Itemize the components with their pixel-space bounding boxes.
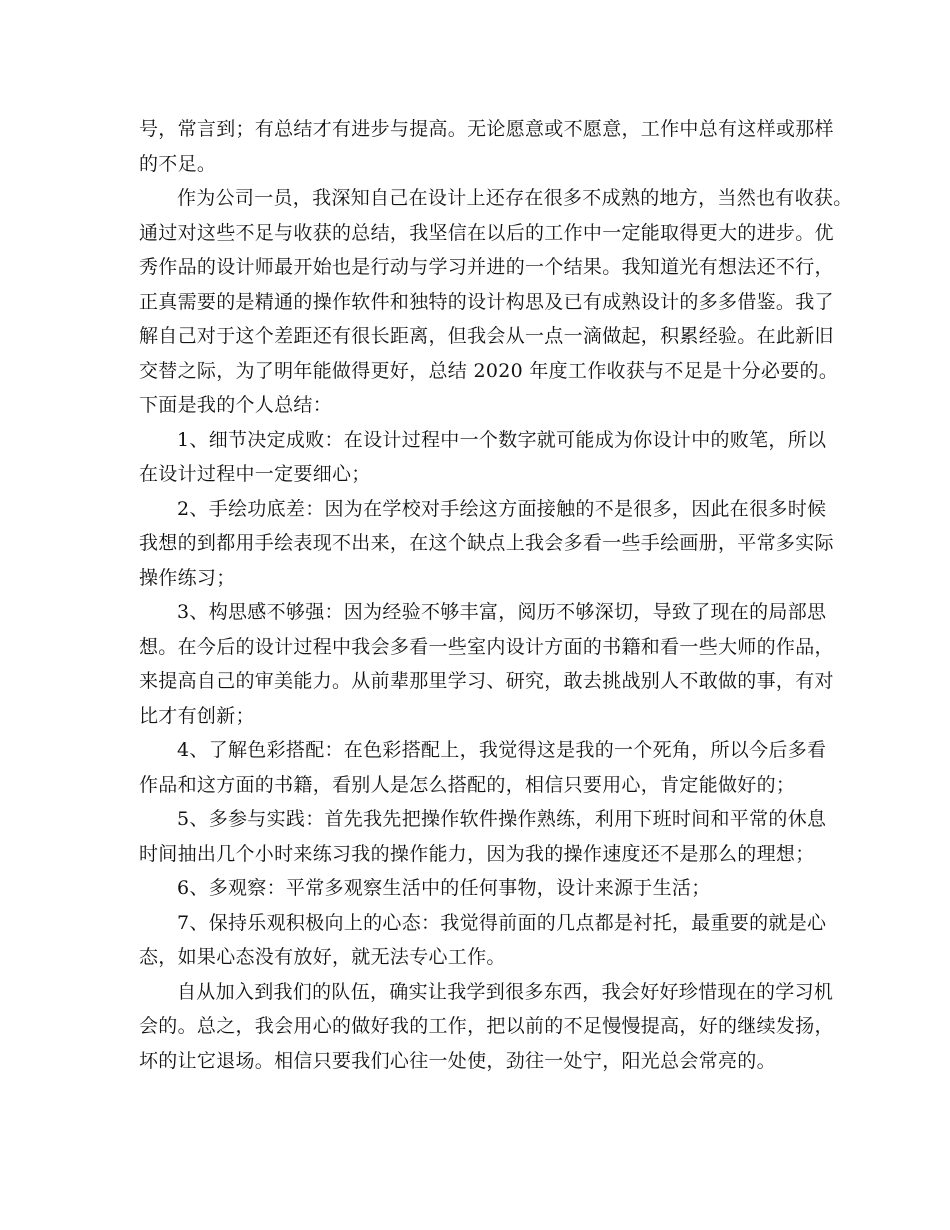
text-line: 6、多观察：平常多观察生活中的任何事物，设计来源于生活；	[177, 877, 711, 899]
text-line: 通过对这些不足与收获的总结，我坚信在以后的工作中一定能取得更大的进步。优	[139, 221, 834, 244]
text-line: 作为公司一员，我深知自己在设计上还存在很多不成熟的地方，当然也有收获。	[177, 187, 853, 209]
text-line: 我想的到都用手绘表现不出来，在这个缺点上我会多看一些手绘画册，平常多实际	[139, 532, 834, 554]
text-line: 操作练习；	[139, 566, 236, 589]
text-line: 正真需要的是精通的操作软件和独特的设计构思及已有成熟设计的多多借鉴。我了	[139, 290, 834, 313]
text-line: 在设计过程中一定要细心；	[139, 463, 371, 485]
text-line: 2、手绘功底差：因为在学校对手绘这方面接触的不是很多，因此在很多时候	[177, 497, 827, 520]
text-line: 想。在今后的设计过程中我会多看一些室内设计方面的书籍和看一些大师的作品，	[139, 635, 834, 658]
text-line: 来提高自己的审美能力。从前辈那里学习、研究，敢去挑战别人不敢做的事，有对	[139, 670, 834, 692]
text-line: 4、了解色彩搭配：在色彩搭配上，我觉得这是我的一个死角，所以今后多看	[177, 739, 827, 761]
text-line: 3、构思感不够强：因为经验不够丰富，阅历不够深切，导致了现在的局部思	[177, 601, 827, 623]
text-line: 解自己对于这个差距还有很长距离，但我会从一点一滴做起，积累经验。在此新旧	[139, 325, 834, 347]
text-line: 5、多参与实践：首先我先把操作软件操作熟练，利用下班时间和平常的休息	[177, 808, 827, 830]
text-line: 自从加入到我们的队伍，确实让我学到很多东西，我会好好珍惜现在的学习机	[177, 980, 834, 1003]
text-line: 会的。总之，我会用心的做好我的工作，把以前的不足慢慢提高，好的继续发扬，	[139, 1015, 834, 1037]
text-line: 比才有创新；	[139, 704, 255, 727]
text-line: 作品和这方面的书籍，看别人是怎么搭配的，相信只要用心，肯定能做好的；	[139, 773, 796, 796]
text-line: 秀作品的设计师最开始也是行动与学习并进的一个结果。我知道光有想法还不行，	[139, 256, 834, 278]
text-line: 1、细节决定成败：在设计过程中一个数字就可能成为你设计中的败笔，所以	[177, 428, 827, 451]
text-line: 交替之际，为了明年能做得更好，总结 2020 年度工作收获与不足是十分必要的。	[139, 359, 839, 382]
document-body	[139, 112, 853, 1078]
text-line: 的不足。	[139, 152, 217, 175]
text-line: 态，如果心态没有放好，就无法专心工作。	[139, 946, 506, 968]
text-line: 坏的让它退场。相信只要我们心往一处使，劲往一处宁，阳光总会常亮的。	[139, 1049, 776, 1072]
text-line: 号，常言到；有总结才有进步与提高。无论愿意或不愿意，工作中总有这样或那样	[139, 118, 834, 140]
text-line: 7、保持乐观积极向上的心态：我觉得前面的几点都是衬托，最重要的就是心	[177, 911, 827, 934]
text-line: 下面是我的个人总结：	[139, 394, 333, 416]
text-line: 时间抽出几个小时来练习我的操作能力，因为我的操作速度还不是那么的理想；	[139, 842, 815, 865]
